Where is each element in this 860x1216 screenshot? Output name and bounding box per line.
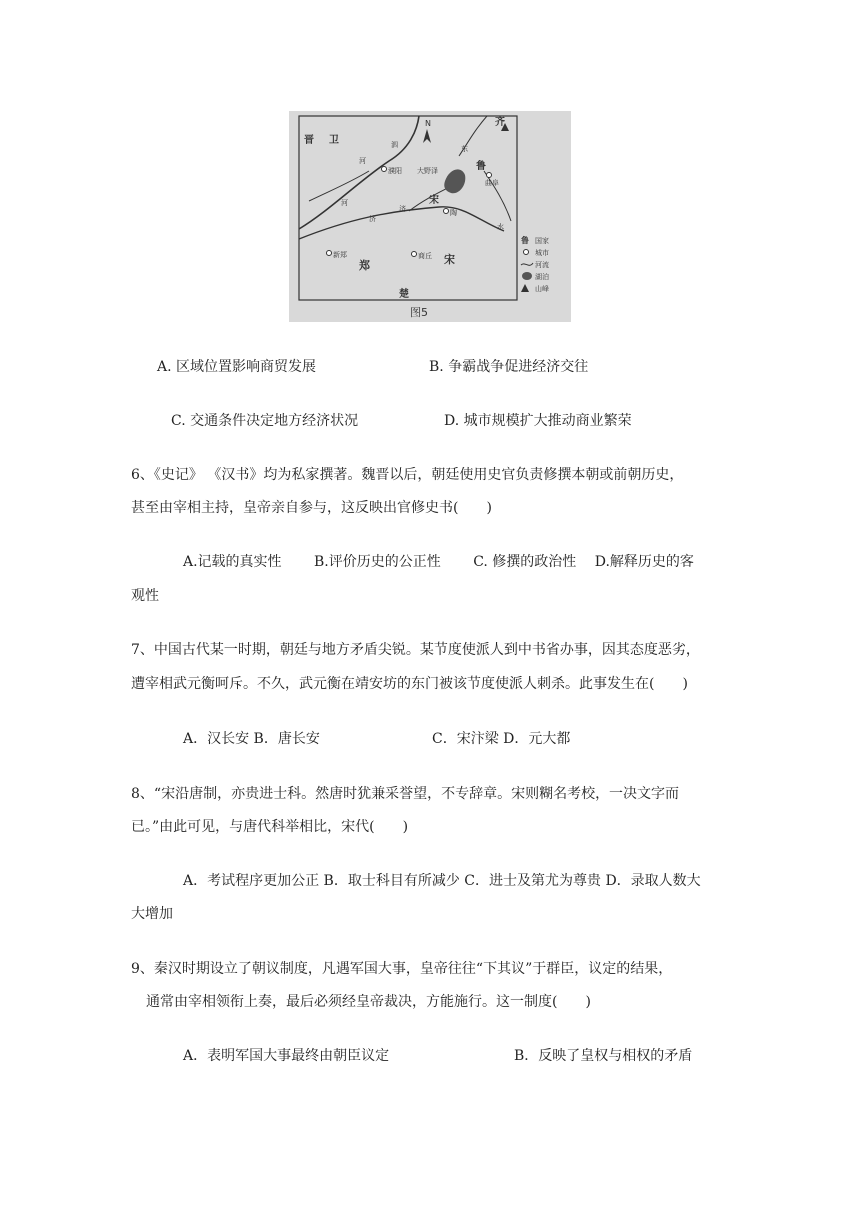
label-qi: 齐 (495, 117, 505, 128)
q8-stem-line2: 已。”由此可见，与唐代科举相比，宋代( ) (131, 819, 409, 835)
label-wei: 卫 (329, 135, 339, 146)
legend-country-symbol: 鲁 (521, 236, 529, 245)
q8-options-continued: 大增加 (131, 906, 173, 922)
q5-option-a: A. 区域位置影响商贸发展 (157, 359, 317, 375)
legend-mountain-icon (521, 284, 529, 292)
legend-lake-icon (522, 272, 532, 280)
legend-city: 城市 (535, 249, 549, 257)
map-legend (521, 235, 549, 293)
legend-river-icon (521, 263, 533, 265)
q6-options: A.记载的真实性 B.评价历史的公正性 C. 修撰的政治性 D.解释历史的客 (183, 554, 694, 570)
q7-options-ab: A．汉长安 B．唐长安 (183, 731, 320, 747)
q8-options: A．考试程序更加公正 B．取士科目有所减少 C．进士及第尤为尊贵 D．录取人数大 (183, 873, 701, 889)
label-chu: 楚 (399, 289, 409, 300)
city-shangqiu-marker (412, 252, 417, 257)
q7-stem-line1: 7、中国古代某一时期，朝廷与地方矛盾尖锐。某节度使派人到中书省办事，因其态度恶劣， (131, 642, 700, 658)
q9-option-a: A．表明军国大事最终由朝臣议定 (183, 1048, 390, 1064)
label-tao: 陶 (450, 209, 457, 217)
label-dayezhe: 大野泽 (417, 167, 438, 175)
label-song-a: 宋 (429, 195, 439, 206)
label-song-b: 宋 (444, 253, 455, 266)
north-label: N (425, 119, 431, 128)
label-jin: 晋 (304, 135, 314, 146)
label-lu: 鲁 (476, 161, 486, 172)
q9-stem-line1: 9、秦汉时期设立了朝议制度，凡遇军国大事，皇帝往往“下其议”于群臣，议定的结果， (131, 961, 673, 977)
legend-country: 国家 (535, 237, 549, 245)
label-dong: 东 (461, 145, 468, 153)
city-puyang-marker (382, 167, 387, 172)
q6-options-continued: 观性 (131, 588, 159, 604)
label-puyang: 濮阳 (388, 167, 402, 175)
q9-stem-line2: 通常由宰相领衔上奏，最后必须经皇帝裁决，方能施行。这一制度( ) (146, 994, 591, 1010)
label-zheng: 郑 (359, 259, 370, 272)
label-qufu: 曲阜 (485, 179, 499, 187)
label-xinzheng: 新郑 (333, 251, 347, 259)
river-branch (309, 171, 369, 201)
q6-stem-line1: 6、《史记》 《汉书》均为私家撰著。魏晋以后，朝廷使用史官负责修撰本朝或前朝历史， (131, 467, 684, 483)
label-he-left: 河 (359, 157, 366, 165)
map-drawing (289, 111, 571, 322)
figure-caption: 图5 (410, 306, 428, 319)
city-qufu-marker (487, 173, 492, 178)
q7-stem-line2: 遭宰相武元衡呵斥。不久，武元衡在靖安坊的东门被该节度使派人刺杀。此事发生在( ) (131, 676, 688, 692)
q5-option-c: C. 交通条件决定地方经济状况 (171, 413, 359, 429)
north-arrow-icon (423, 129, 431, 143)
q9-option-b: B．反映了皇权与相权的矛盾 (514, 1048, 693, 1064)
label-shui: 水 (497, 223, 504, 231)
q5-option-b: B. 争霸战争促进经济交往 (429, 359, 589, 375)
legend-lake: 湖泊 (535, 273, 549, 281)
lake-dayezhe (444, 169, 465, 193)
label-ji-b: 济 (399, 205, 406, 213)
city-xinzheng-marker (327, 251, 332, 256)
q7-options-cd: C．宋汴梁 D．元大都 (432, 731, 571, 747)
map-figure-5 (289, 111, 571, 322)
q5-option-d: D. 城市规模扩大推动商业繁荣 (444, 413, 632, 429)
q6-stem-line2: 甚至由宰相主持，皇帝亲自参与，这反映出官修史书( ) (131, 500, 492, 516)
label-he-mid: 河 (341, 199, 348, 207)
legend-mountain: 山峰 (535, 285, 549, 293)
label-si: 泗 (391, 141, 398, 149)
q8-stem-line1: 8、“宋沿唐制，亦贵进士科。然唐时犹兼采誉望，不专辞章。宋则糊名考校，一决文字而 (131, 786, 680, 802)
label-shangqiu: 商丘 (418, 252, 432, 260)
city-tao-marker (444, 209, 449, 214)
label-ji-a: 济 (369, 215, 376, 223)
legend-city-icon (524, 250, 529, 255)
legend-river: 河流 (535, 261, 549, 269)
